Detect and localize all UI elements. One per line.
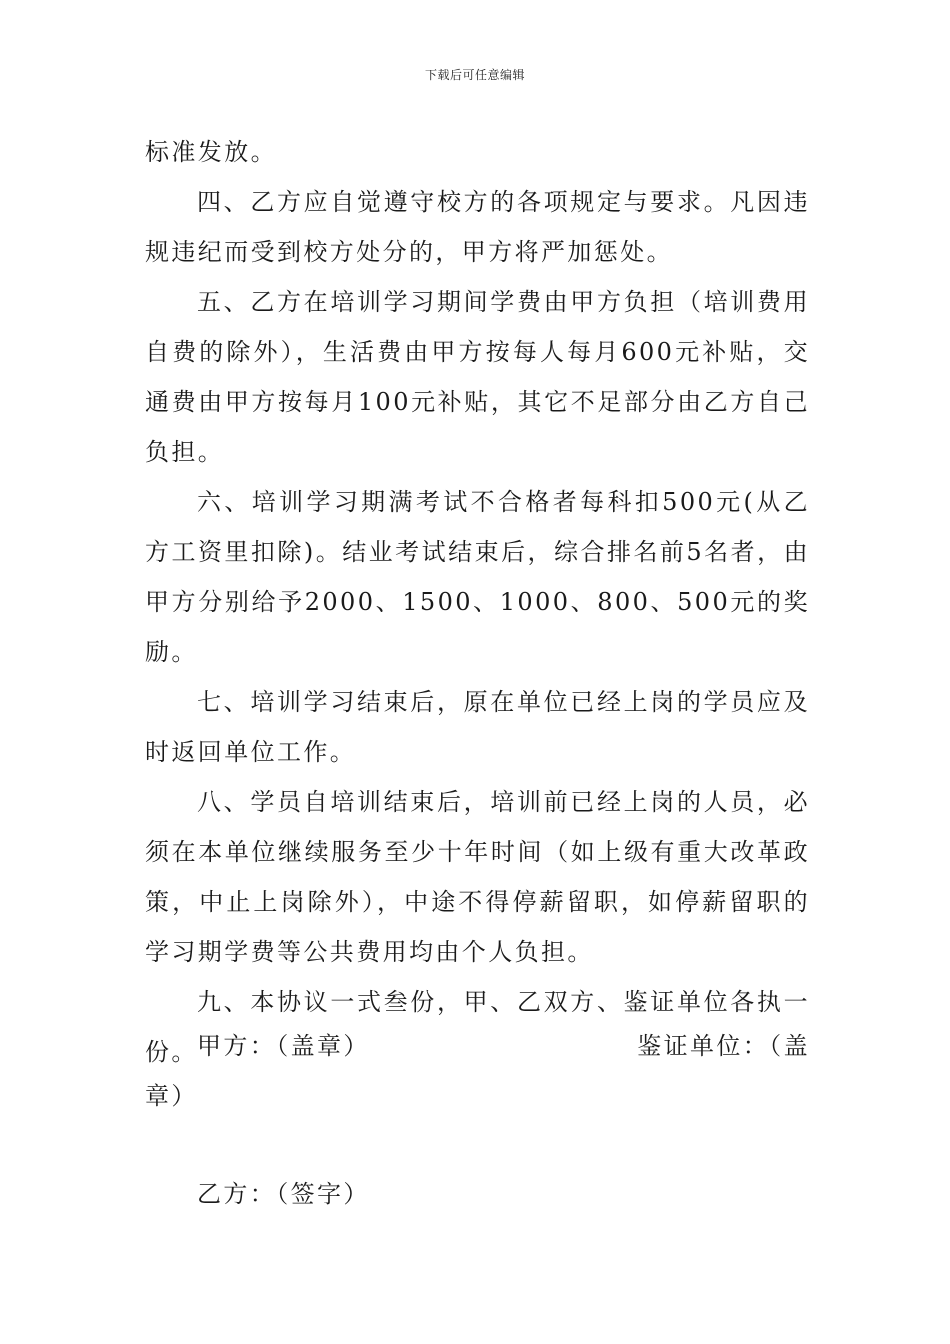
signature-block-a [145,1021,810,1121]
paragraph-0: 标准发放。 [145,138,277,166]
paragraph-clause-8: 八、学员自培训结束后，培训前已经上岗的人员，必须在本单位继续服务至少十年时间（如上级有重大改革政策，中止上岗除外），中途不得停薪留职，如停薪留职的学习期学费等公共费用均由个人负担。 [145,788,810,966]
agreement-body [145,127,810,1077]
signature-block-b [145,1169,810,1219]
certifier-signature-continued: 章） [145,1082,198,1110]
paragraph-clause-9: 九、本协议一式叁份，甲、乙双方、鉴证单位各执一份。 [145,988,810,1066]
party-b-signature: 乙方：（签字） [197,1180,370,1208]
page-header-note: 下载后可任意编辑 [424,68,525,82]
party-a-signature: 甲方：（盖章） [197,1032,370,1060]
certifier-signature: 鉴证单位：（盖 [637,1032,810,1060]
paragraph-clause-5: 五、乙方在培训学习期间学费由甲方负担（培训费用自费的除外），生活费由甲方按每人每月600元补贴，交通费由甲方按每月100元补贴，其它不足部分由乙方自己负担。 [145,288,810,466]
paragraph-clause-4: 四、乙方应自觉遵守校方的各项规定与要求。凡因违规违纪而受到校方处分的，甲方将严加惩处。 [145,188,810,266]
paragraph-clause-7: 七、培训学习结束后，原在单位已经上岗的学员应及时返回单位工作。 [145,688,810,766]
paragraph-clause-6: 六、培训学习期满考试不合格者每科扣500元(从乙方工资里扣除)。结业考试结束后，综合排名前5名者，由甲方分别给予2000、1500、1000、800、500元的奖励。 [145,488,810,666]
